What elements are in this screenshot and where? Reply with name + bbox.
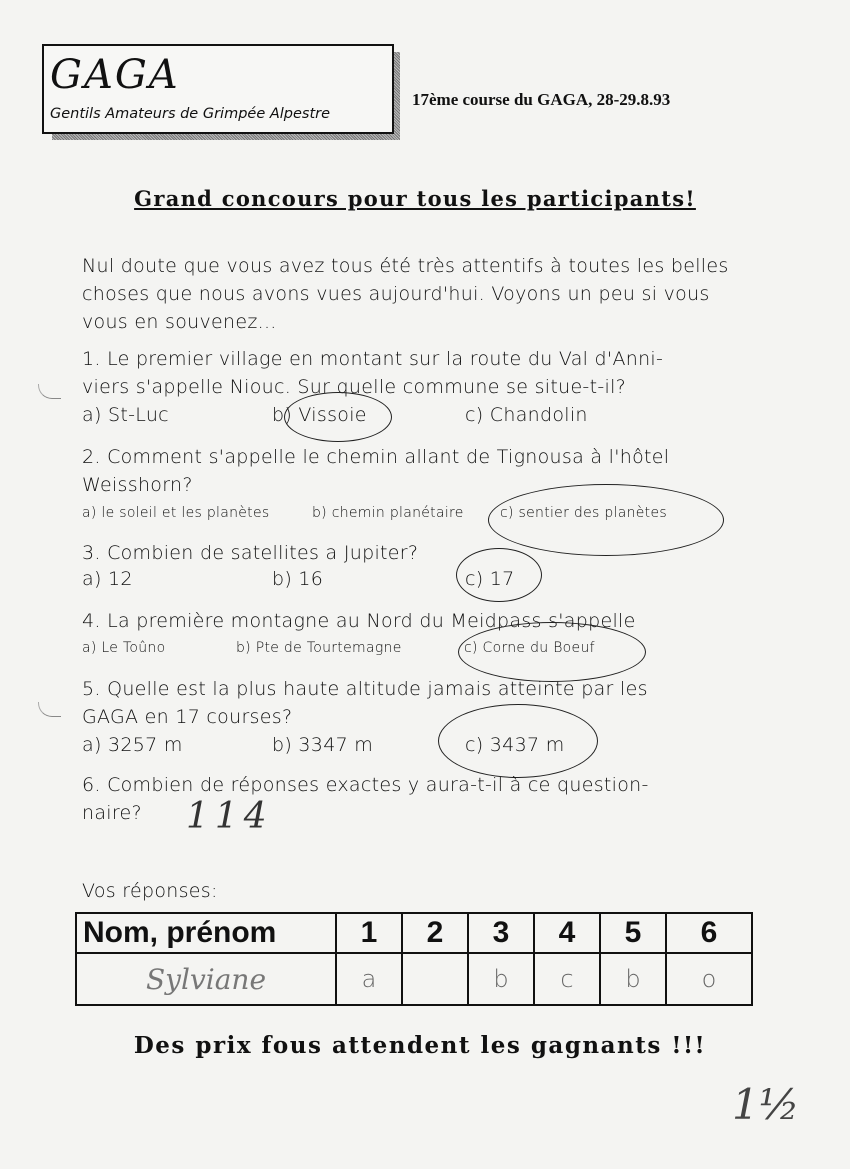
q4-option-c: c) Corne du Boeuf — [464, 640, 595, 656]
q5-option-a: a) 3257 m — [82, 734, 183, 756]
answer-circle — [488, 484, 724, 556]
question-2-line2: Weisshorn? — [82, 474, 193, 496]
footer-text: Des prix fous attendent les gagnants !!! — [133, 1032, 707, 1059]
hole-punch-mark — [38, 702, 61, 717]
q4-option-b: b) Pte de Tourtemagne — [236, 640, 402, 656]
answer-6[interactable]: o — [666, 953, 752, 1005]
q1-option-a: a) St-Luc — [82, 404, 169, 426]
header-name: Nom, prénom — [76, 913, 336, 953]
hole-punch-mark — [38, 384, 61, 399]
header-4: 4 — [534, 913, 600, 953]
q3-option-a: a) 12 — [82, 568, 133, 590]
question-5-line1: 5. Quelle est la plus haute altitude jamais atteinte par les — [82, 678, 648, 700]
q1-option-c: c) Chandolin — [465, 404, 588, 426]
answer-4[interactable]: c — [534, 953, 600, 1005]
handwritten-answer-6: 114 — [186, 796, 273, 837]
answer-3[interactable]: b — [468, 953, 534, 1005]
answer-circle — [438, 704, 598, 778]
answers-table — [75, 912, 753, 1006]
question-1-line1: 1. Le premier village en montant sur la route du Val d'Anni- — [82, 348, 664, 370]
q5-option-b: b) 3347 m — [272, 734, 374, 756]
q2-option-a: a) le soleil et les planètes — [82, 505, 270, 521]
answers-label: Vos réponses: — [82, 880, 218, 902]
header-2: 2 — [402, 913, 468, 953]
answer-circle — [456, 548, 542, 602]
header-3: 3 — [468, 913, 534, 953]
question-3: 3. Combien de satellites a Jupiter? — [82, 542, 419, 564]
handwritten-page-note: 1½ — [732, 1080, 800, 1129]
q3-option-c: c) 17 — [465, 568, 515, 590]
q4-option-a: a) Le Toûno — [82, 640, 166, 656]
answer-name[interactable] — [76, 953, 336, 1005]
intro-text: Nul doute que vous avez tous été très attentifs à toutes les belles choses que nous avons vues aujourd'hui. Voyons un peu si vous vous en souvenez... — [82, 255, 729, 333]
answers-header-row — [76, 913, 752, 953]
q3-option-b: b) 16 — [272, 568, 324, 590]
question-1-line2: viers s'appelle Niouc. Sur quelle commune se situe-t-il? — [82, 376, 627, 398]
name-text: Sylviane — [145, 962, 267, 996]
header-5: 5 — [600, 913, 666, 953]
question-2-line1: 2. Comment s'appelle le chemin allant de Tignousa à l'hôtel — [82, 446, 670, 468]
question-5-line2: GAGA en 17 courses? — [82, 706, 293, 728]
q1-option-b: b) Vissoie — [272, 404, 367, 426]
q2-option-c: c) sentier des planètes — [500, 505, 667, 521]
event-title: 17ème course du GAGA, 28-29.8.93 — [412, 90, 671, 109]
page-title: Grand concours pour tous les participants! — [134, 186, 696, 211]
question-6-line2: naire? — [82, 802, 142, 824]
answer-5[interactable]: b — [600, 953, 666, 1005]
header-6: 6 — [666, 913, 752, 953]
answer-1[interactable]: a — [336, 953, 402, 1005]
header-1: 1 — [336, 913, 402, 953]
logo-title: GAGA — [50, 52, 180, 98]
answers-row — [76, 953, 752, 1005]
q2-option-b: b) chemin planétaire — [312, 505, 464, 521]
answer-2[interactable] — [402, 953, 468, 1005]
answer-circle — [458, 622, 646, 682]
question-4: 4. La première montagne au Nord du Meidpass s'appelle — [82, 610, 636, 632]
q5-option-c: c) 3437 m — [465, 734, 565, 756]
question-6-line1: 6. Combien de réponses exactes y aura-t-il à ce question- — [82, 774, 649, 796]
answer-circle — [284, 392, 392, 442]
logo-subtitle: Gentils Amateurs de Grimpée Alpestre — [50, 106, 331, 122]
